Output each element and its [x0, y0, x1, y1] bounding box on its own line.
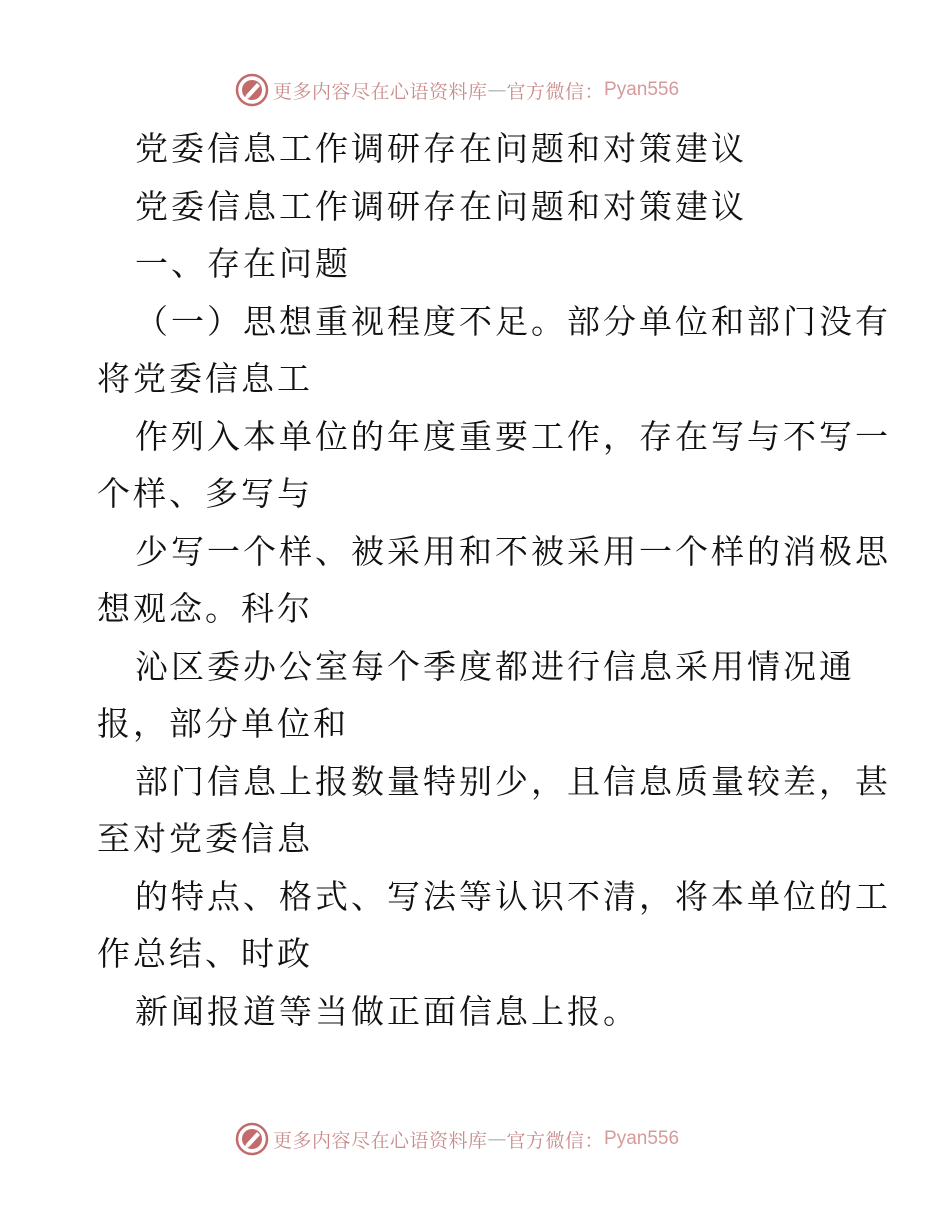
watermark-wechat-label: 官方微信：: [506, 80, 605, 103]
document-body: [97, 120, 891, 1040]
pen-seal-icon: [235, 73, 269, 107]
text-line: 报，部分单位和: [97, 704, 349, 743]
pen-seal-icon: [235, 1122, 269, 1156]
text-line: 党委信息工作调研存在问题和对策建议: [135, 129, 747, 168]
watermark-separator: —: [487, 1128, 507, 1150]
text-line: 党委信息工作调研存在问题和对策建议: [135, 186, 747, 226]
text-line: 想观念。科尔: [97, 589, 313, 628]
text-line: 个样、多写与: [97, 474, 313, 513]
watermark-separator: —: [487, 79, 507, 101]
text-line: 一、存在问题: [135, 244, 351, 283]
text-line: （一）思想重视程度不足。部分单位和部门没有: [135, 301, 891, 341]
text-line: 新闻报道等当做正面信息上报。: [135, 991, 639, 1031]
text-line: 部门信息上报数量特别少，且信息质量较差，甚: [135, 761, 891, 801]
watermark-wechat-id: Pyan556: [604, 1128, 680, 1149]
text-line: 的特点、格式、写法等认识不清，将本单位的工: [135, 876, 891, 916]
text-line: 作总结、时政: [97, 934, 313, 973]
watermark-wechat-id: Pyan556: [604, 79, 680, 100]
text-line: 作列入本单位的年度重要工作，存在写与不写一: [135, 416, 891, 456]
footer-watermark: [235, 1122, 679, 1156]
header-watermark: [235, 73, 679, 107]
watermark-text: 更多内容尽在心语资料库: [273, 80, 488, 103]
text-line: 至对党委信息: [97, 819, 313, 858]
text-line: 沁区委办公室每个季度都进行信息采用情况通: [135, 646, 855, 686]
watermark-text: 更多内容尽在心语资料库: [273, 1129, 488, 1152]
text-line: 将党委信息工: [97, 359, 313, 398]
text-line: 少写一个样、被采用和不被采用一个样的消极思: [135, 531, 891, 571]
watermark-wechat-label: 官方微信：: [506, 1129, 605, 1152]
